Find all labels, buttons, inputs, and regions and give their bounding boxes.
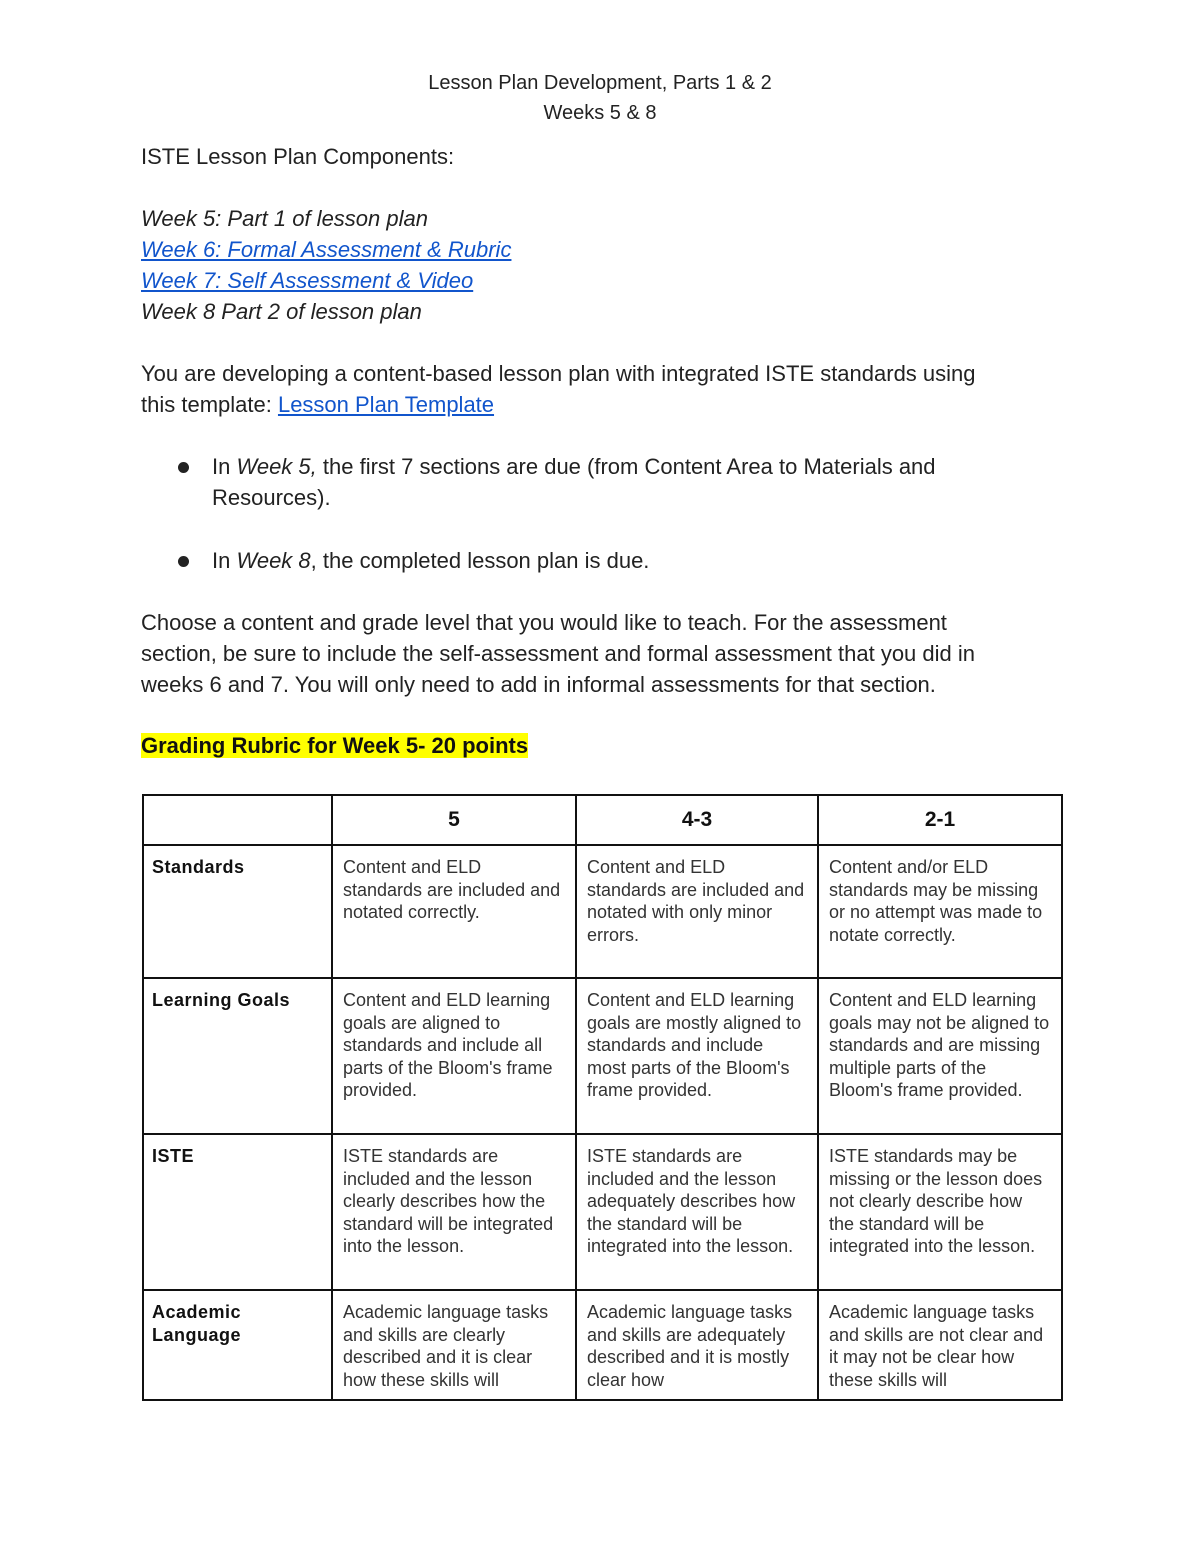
- table-cell: Content and/or ELD standards may be missing or no attempt was made to notate correctly.: [818, 845, 1062, 978]
- document-subtitle: Weeks 5 & 8: [543, 102, 657, 124]
- instructions-line-1: Choose a content and grade level that you would like to teach. For the assessment: [141, 610, 947, 635]
- table-row: [143, 978, 1062, 1134]
- component-week6-link-line: [141, 234, 511, 265]
- bullet-prefix: In: [212, 454, 237, 479]
- column-header: 5: [332, 795, 576, 845]
- table-cell: ISTE standards are included and the lesson clearly describes how the standard will be integrated into the lesson.: [332, 1134, 576, 1290]
- intro-line-1: You are developing a content-based lesson plan with integrated ISTE standards using: [141, 361, 976, 386]
- bullet-rest: , the completed lesson plan is due.: [310, 548, 650, 573]
- table-cell: Content and ELD standards are included and notated correctly.: [332, 845, 576, 978]
- bullet-prefix: In: [212, 548, 237, 573]
- components-heading: ISTE Lesson Plan Components:: [141, 144, 455, 169]
- week6-link[interactable]: Week 6: Formal Assessment & Rubric: [141, 237, 512, 262]
- document-title: Lesson Plan Development, Parts 1 & 2: [428, 72, 772, 94]
- table-cell: Content and ELD standards are included and notated with only minor errors.: [576, 845, 818, 978]
- intro-line-2: [141, 389, 494, 420]
- bullet-dot-icon: [178, 556, 189, 567]
- table-cell: [818, 1290, 1062, 1400]
- instructions-line-2: section, be sure to include the self-assessment and formal assessment that you did in: [141, 641, 975, 666]
- bullet-dot-icon: [178, 462, 189, 473]
- criterion-cell: ISTE: [143, 1134, 332, 1290]
- table-cell: Content and ELD learning goals are mostly aligned to standards and include most parts of the Bloom's frame provided.: [576, 978, 818, 1134]
- criterion-cell: Learning Goals: [143, 978, 332, 1134]
- rubric-heading-text: Grading Rubric for Week 5- 20 points: [141, 733, 529, 758]
- table-row: [143, 1290, 1062, 1400]
- cell-text: Academic language tasks and skills are adequately described and it is mostly clear how: [587, 1302, 793, 1390]
- table-cell: [576, 1290, 818, 1400]
- bullet-emphasis: Week 8: [236, 548, 311, 573]
- bullet-rest: the first 7 sections are due (from Content Area to Materials and Resources).: [212, 454, 936, 510]
- component-week5: Week 5: Part 1 of lesson plan: [141, 206, 428, 231]
- grading-rubric-table: [142, 794, 1063, 1401]
- instructions-line-3: weeks 6 and 7. You will only need to add in informal assessments for that section.: [141, 672, 936, 697]
- criterion-cell: [143, 1290, 332, 1400]
- table-cell: ISTE standards may be missing or the lesson does not clearly describe how the standard will be integrated into the lesson.: [818, 1134, 1062, 1290]
- bullet-emphasis: Week 5,: [236, 454, 317, 479]
- rubric-heading: [141, 731, 528, 761]
- column-header: [143, 795, 332, 845]
- table-cell: ISTE standards are included and the lesson adequately describes how the standard will be integrated into the lesson.: [576, 1134, 818, 1290]
- table-row: [143, 845, 1062, 978]
- table-cell: Content and ELD learning goals may not be aligned to standards and are missing multiple parts of the Bloom's frame provided.: [818, 978, 1062, 1134]
- intro-line-2-prefix: this template:: [141, 392, 278, 417]
- lesson-plan-template-link[interactable]: Lesson Plan Template: [277, 392, 495, 417]
- table-header-row: [143, 795, 1062, 845]
- criterion-text: Academic Language: [152, 1302, 242, 1345]
- column-header: 4-3: [576, 795, 818, 845]
- week7-link[interactable]: Week 7: Self Assessment & Video: [141, 268, 474, 293]
- cell-text: Academic language tasks and skills are not clear and it may not be clear how these skills will: [829, 1302, 1044, 1390]
- criterion-cell: Standards: [143, 845, 332, 978]
- bullet-week5: [212, 451, 1032, 513]
- component-week8: Week 8 Part 2 of lesson plan: [141, 299, 422, 324]
- cell-text: Academic language tasks and skills are clearly described and it is clear how these skills will: [343, 1302, 549, 1390]
- component-week7-link-line: [141, 265, 473, 296]
- table-row: [143, 1134, 1062, 1290]
- table-cell: Content and ELD learning goals are aligned to standards and include all parts of the Bloom's frame provided.: [332, 978, 576, 1134]
- table-cell: [332, 1290, 576, 1400]
- bullet-week8: [212, 545, 1032, 576]
- column-header: 2-1: [818, 795, 1062, 845]
